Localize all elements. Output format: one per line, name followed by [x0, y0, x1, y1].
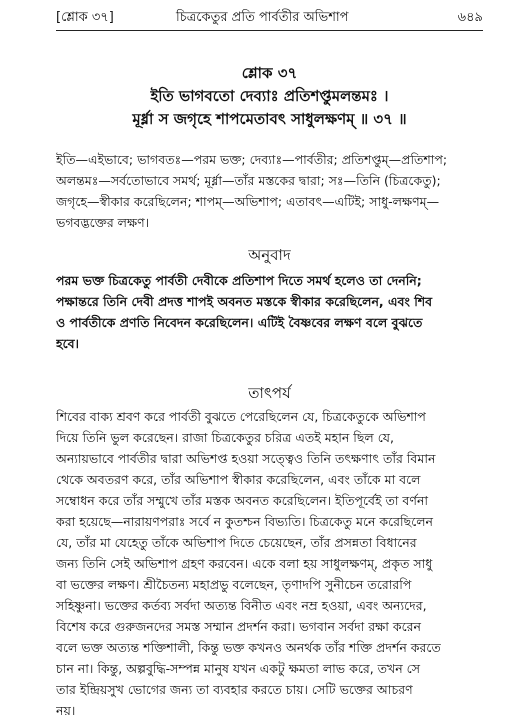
header-rule	[56, 30, 483, 31]
verse-line: মূর্ধ্না স জগৃহে শাপমেতাবৎ সাধুলক্ষণম্ ॥ ৩৭ ॥	[132, 110, 407, 128]
purport-line: যে, তাঁর মা যেহেতু তাঁকে অভিশাপ দিতে চেয়েছেন, তাঁর প্রসন্নতা বিধানের	[56, 535, 417, 550]
translation-line: পরম ভক্ত চিত্রকেতু পার্বতী দেবীকে প্রতিশাপ দিতে সমর্থ হলেও তা দেননি;	[56, 273, 422, 288]
purport-line: চান না। কিন্তু, অল্পবুদ্ধি-সম্পন্ন মানুষ যখন একটু ক্ষমতা লাভ করে, তখন সে	[56, 661, 421, 676]
purport-line: বিশেষ করে গুরুজনদের সমস্ত সম্মান প্রদর্শন করা। ভগবান সর্বদা রক্ষা করেন	[56, 619, 421, 634]
purport-line: সহিষ্ণুনা। ভক্তের কর্তব্য সর্বদা অত্যন্ত বিনীত এবং নম্র হওয়া, এবং অন্যদের,	[56, 598, 427, 613]
verse-title: শ্লোক ৩৭	[241, 64, 298, 82]
header-chapter-title: চিত্রকেতুর প্রতি পার্বতীর অভিশাপ	[176, 10, 349, 25]
purport-line: তার ইন্দ্রিয়সুখ ভোগের জন্য তা ব্যবহার করতে চায়। সেটি ভক্তের আচরণ	[56, 682, 413, 697]
purport-line: থেকে অবতরণ করে, তাঁর অভিশাপ স্বীকার করেছিলেন, এবং তাঁকে মা বলে	[56, 472, 421, 487]
purport-line: নয়।	[56, 703, 76, 718]
purport-line: বা ভক্তের লক্ষণ। শ্রীচৈতন্য মহাপ্রভু বলেছেন, তৃণাদপি সুনীচেন তরোরপি	[56, 577, 412, 592]
page-header	[56, 8, 483, 30]
purport-line: শিবের বাক্য শ্রবণ করে পার্বতী বুঝতে পেরেছিলেন যে, চিত্রকেতুকে অভিশাপ	[56, 409, 426, 424]
header-verse-ref: [শ্লোক ৩৭]	[56, 10, 114, 25]
purport-line: অন্যায়ভাবে পার্বতীর দ্বারা অভিশপ্ত হওয়া সত্ত্বেও তিনি তৎক্ষণাৎ তাঁর বিমান	[56, 451, 436, 466]
purport-text	[56, 406, 483, 721]
purport-line: বলে ভক্ত অত্যন্ত শক্তিশালী, কিন্তু ভক্ত কখনও অনর্থক তাঁর শক্তি প্রদর্শন করতে	[56, 640, 441, 655]
translation-text	[56, 270, 483, 354]
header-page-number: ৬৪৯	[457, 10, 483, 25]
translation-line: হবে।	[56, 336, 80, 351]
purport-line: জন্য তিনি সেই অভিশাপ গ্রহণ করবেন। একে বলা হয় সাধুলক্ষণম্, প্রকৃত সাধু	[56, 556, 433, 571]
word-meaning-line: ভগবদ্ভক্তের লক্ষণ।	[56, 215, 150, 230]
word-meaning-line: জগৃহে—স্বীকার করেছিলেন; শাপম্—অভিশাপ; এতাবৎ—এটিই; সাধু-লক্ষণম্—	[56, 194, 440, 209]
word-meanings	[56, 149, 483, 233]
word-meaning-line: অলন্তমঃ—সর্বতোভাবে সমর্থ; মূর্ধ্না—তাঁর মস্তকের দ্বারা; সঃ—তিনি (চিত্রকেতু);	[56, 173, 441, 188]
purport-line: করা হয়েছে—নারায়ণপরাঃ সর্বে ন কুতশ্চন বিভ্যতি। চিত্রকেতু মনে করেছিলেন	[56, 514, 434, 529]
verse-line: ইতি ভাগবতো দেব্যাঃ প্রতিশপ্তুমলন্তমঃ ।	[150, 87, 389, 105]
word-meaning-line: ইতি—এইভাবে; ভাগবতঃ—পরম ভক্ত; দেব্যাঃ—পার্বতীর; প্রতিশপ্তুম্—প্রতিশাপ;	[56, 152, 448, 167]
purport-line: সম্বোধন করে তাঁর সম্মুখে তাঁর মস্তক অবনত করেছিলেন। ইতিপূর্বেই তা বর্ণনা	[56, 493, 429, 508]
purport-line: দিয়ে তিনি ভুল করেছেন। রাজা চিত্রকেতুর চরিত্র এতই মহান ছিল যে,	[56, 430, 394, 445]
verse-block	[56, 62, 483, 131]
translation-heading: অনুবাদ	[248, 246, 291, 264]
purport-heading: তাৎপর্য	[248, 384, 291, 402]
translation-line: পক্ষান্তরে তিনি দেবী প্রদত্ত শাপই অবনত মস্তকে স্বীকার করেছিলেন, এবং শিব	[56, 294, 433, 309]
translation-line: ও পার্বতীকে প্রণতি নিবেদন করেছিলেন। এটিই বৈষ্ণবের লক্ষণ বলে বুঝতে	[56, 315, 423, 330]
